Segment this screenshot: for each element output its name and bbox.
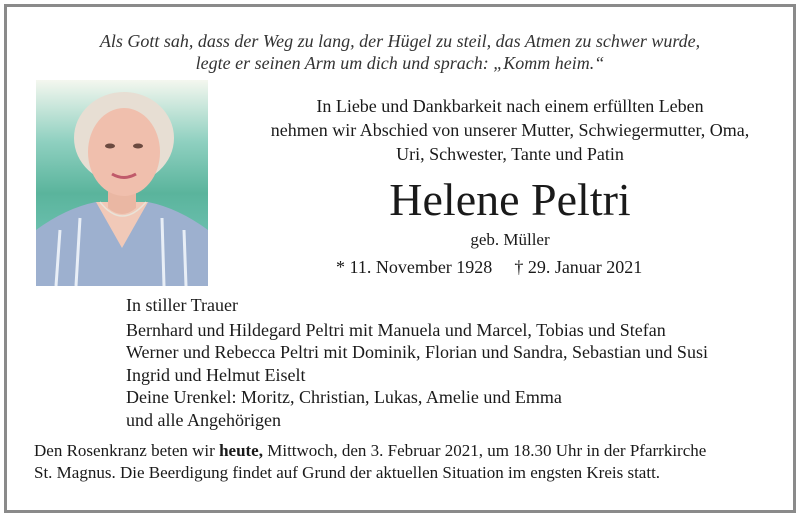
mourner-line: und alle Angehörigen [126, 409, 281, 430]
birth-name: geb. Müller [470, 230, 550, 249]
birth-date: * 11. November 1928 [336, 257, 493, 277]
poem [0, 30, 800, 74]
deceased-name: Helene Peltri [389, 174, 631, 225]
mourners-heading: In stiller Trauer [126, 295, 238, 315]
portrait-photo [36, 80, 208, 286]
funeral-text-end: Mittwoch, den 3. Februar 2021, um 18.30 Uhr in der Pfarrkirche [262, 441, 707, 460]
portrait-illustration [36, 80, 208, 286]
funeral-text-start: Den Rosenkranz beten wir [34, 441, 220, 460]
intro-line-1: In Liebe und Dankbarkeit nach einem erfüllten Leben [316, 96, 704, 116]
funeral-highlight: heute, [219, 441, 263, 460]
funeral-line-1 [34, 440, 774, 462]
intro-line-2: nehmen wir Abschied von unserer Mutter, Schwiegermutter, Oma, [270, 120, 750, 140]
mourner-line: Ingrid und Helmut Eiselt [126, 364, 306, 385]
poem-line-1: Als Gott sah, dass der Weg zu lang, der Hügel zu steil, das Atmen zu schwer wurde, [99, 31, 701, 51]
poem-line-2: legte er seinen Arm um dich und sprach: „Komm heim.“ [195, 53, 605, 73]
death-date: † 29. Januar 2021 [514, 257, 643, 277]
funeral-info [34, 440, 774, 484]
life-dates [336, 256, 676, 278]
mourner-line: Werner und Rebecca Peltri mit Dominik, Florian und Sandra, Sebastian und Susi [126, 342, 708, 362]
intro-text [230, 94, 790, 166]
mourner-line: Deine Urenkel: Moritz, Christian, Lukas, Amelie und Emma [126, 387, 562, 407]
mourners-section [126, 294, 786, 431]
intro-line-3: Uri, Schwester, Tante und Patin [396, 144, 624, 164]
mourner-line: Bernhard und Hildegard Peltri mit Manuela und Marcel, Tobias und Stefan [126, 319, 666, 340]
funeral-line-2: St. Magnus. Die Beerdigung findet auf Grund der aktuellen Situation im engsten Kreis statt. [34, 463, 661, 482]
